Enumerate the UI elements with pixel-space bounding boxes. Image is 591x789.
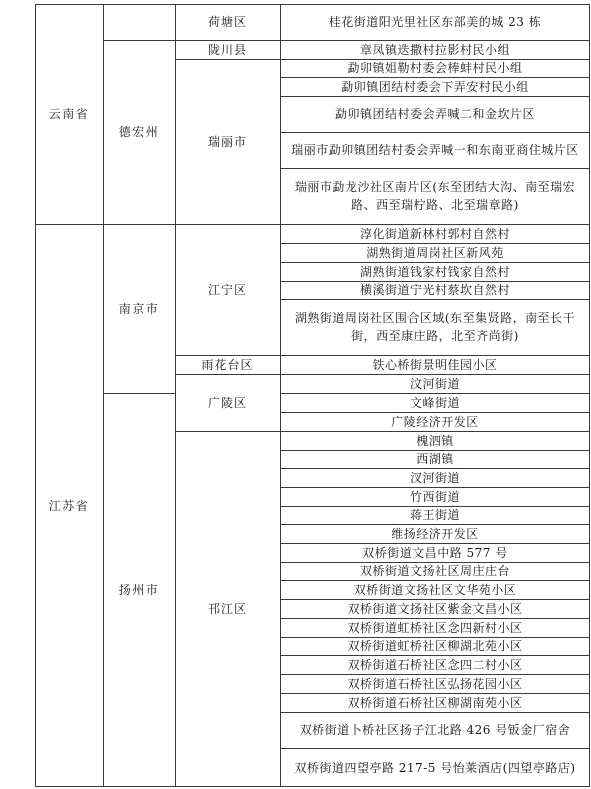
grid-hline <box>280 59 590 60</box>
district-cell <box>175 224 280 355</box>
district-cell <box>175 59 280 224</box>
grid-hline <box>280 299 590 300</box>
province-cell-text: 云南省 <box>48 107 90 121</box>
area-cell-text: 蒋王街道 <box>409 508 460 522</box>
area-cell-text: 汊河街道 <box>409 470 460 485</box>
district-cell <box>175 431 280 787</box>
area-cell <box>280 655 590 674</box>
grid-hline <box>280 674 590 675</box>
area-cell-text: 西湖镇 <box>416 452 454 466</box>
area-cell <box>280 431 590 450</box>
area-cell-text: 湖熟街道周岗社区围合区域(东至集贤路，南至长干街，西至康庄路，北至齐尚街) <box>294 311 576 343</box>
grid-vline <box>103 4 104 787</box>
area-cell-text: 竹西街道 <box>409 489 460 504</box>
grid-hline <box>280 243 590 244</box>
province-cell <box>35 4 103 224</box>
grid-hline <box>280 748 590 749</box>
area-cell <box>280 543 590 562</box>
region-table <box>35 4 590 787</box>
area-cell-text: 双桥街道四望亭路 217-5 号怡莱酒店(四望亭路店) <box>294 760 576 775</box>
grid-hline <box>280 712 590 713</box>
table-border-bottom <box>35 786 590 787</box>
area-cell <box>280 412 590 431</box>
area-cell-text: 双桥街道文昌中路 577 号 <box>362 545 508 560</box>
area-cell <box>280 262 590 281</box>
grid-hline <box>280 693 590 694</box>
area-cell <box>280 618 590 637</box>
city-cell-text: 扬州市 <box>118 583 160 597</box>
area-cell <box>280 712 590 748</box>
grid-hline <box>175 40 281 41</box>
area-cell <box>280 168 590 224</box>
grid-vline <box>175 4 176 787</box>
area-cell <box>280 450 590 468</box>
city-cell-text: 德宏州 <box>118 125 160 139</box>
grid-hline <box>280 281 590 282</box>
district-cell-text: 陇川县 <box>207 42 247 57</box>
area-cell-text: 瑞丽市勐卯镇团结村委会弄喊一和东南亚商住城片区 <box>291 143 579 157</box>
district-cell <box>175 355 280 374</box>
area-cell <box>280 132 590 168</box>
area-cell-text: 广陵经济开发区 <box>391 414 479 429</box>
area-cell <box>280 468 590 487</box>
district-cell-text: 江宁区 <box>207 282 247 297</box>
grid-hline <box>35 224 104 225</box>
grid-hline <box>280 168 590 169</box>
area-cell <box>280 4 590 40</box>
area-cell-text: 横溪街道宁光村蔡坎自然村 <box>359 283 510 297</box>
grid-hline <box>175 355 281 356</box>
city-cell <box>103 224 175 393</box>
grid-hline <box>103 40 176 41</box>
grid-hline <box>280 431 590 432</box>
area-cell-text: 勐卯镇姐勒村委会棒蚌村民小组 <box>347 61 523 75</box>
grid-hline <box>280 580 590 581</box>
grid-hline <box>280 96 590 97</box>
area-cell <box>280 224 590 243</box>
grid-hline <box>280 412 590 413</box>
area-cell <box>280 59 590 77</box>
area-cell-text: 章凤镇迭撒村拉影村民小组 <box>359 42 510 57</box>
area-cell <box>280 374 590 393</box>
grid-hline <box>175 224 281 225</box>
grid-hline <box>280 599 590 600</box>
grid-hline <box>280 618 590 619</box>
area-cell-text: 文峰街道 <box>409 395 460 410</box>
district-cell <box>175 4 280 40</box>
city-cell <box>103 393 175 787</box>
area-cell <box>280 693 590 712</box>
area-cell <box>280 40 590 59</box>
area-cell-text: 湖熟街道周岗社区新风苑 <box>366 245 504 260</box>
area-cell-text: 双桥街道石桥社区念四二村小区 <box>347 657 523 672</box>
area-cell <box>280 77 590 96</box>
area-cell <box>280 96 590 132</box>
area-cell <box>280 637 590 655</box>
table-border-right <box>589 4 590 787</box>
area-cell <box>280 748 590 787</box>
table-border-left <box>35 4 36 787</box>
area-cell <box>280 393 590 412</box>
city-cell-text: 南京市 <box>118 301 160 316</box>
area-cell <box>280 506 590 524</box>
city-cell <box>103 4 175 40</box>
grid-hline <box>280 262 590 263</box>
area-cell <box>280 562 590 580</box>
area-cell <box>280 281 590 299</box>
area-cell-text: 槐泗镇 <box>416 433 454 448</box>
area-cell-text: 双桥街道文扬社区文华苑小区 <box>353 582 517 597</box>
grid-hline <box>280 374 590 375</box>
grid-hline <box>280 468 590 469</box>
grid-hline <box>175 431 281 432</box>
grid-hline <box>103 393 176 394</box>
district-cell-text: 邗江区 <box>207 602 247 616</box>
area-cell <box>280 674 590 693</box>
area-cell <box>280 599 590 618</box>
grid-hline <box>280 655 590 656</box>
district-cell-text: 荷塘区 <box>207 15 247 29</box>
province-cell-text: 江苏省 <box>48 498 90 513</box>
district-cell-text: 广陵区 <box>207 395 247 410</box>
grid-hline <box>103 224 176 225</box>
area-cell-text: 淳化街道新林村郭村自然村 <box>359 226 510 241</box>
grid-hline <box>280 224 590 225</box>
grid-hline <box>280 132 590 133</box>
grid-hline <box>280 562 590 563</box>
district-cell <box>175 374 280 431</box>
area-cell-text: 双桥街道石桥社区弘扬花园小区 <box>347 676 523 691</box>
grid-vline <box>280 4 281 787</box>
grid-hline <box>280 487 590 488</box>
district-cell-text: 雨花台区 <box>201 357 254 372</box>
area-cell-text: 双桥街道文扬社区紫金文昌小区 <box>347 601 523 616</box>
grid-hline <box>280 506 590 507</box>
area-cell-text: 勐卯镇团结村委会弄喊二和金坎片区 <box>334 107 535 121</box>
grid-hline <box>280 77 590 78</box>
area-cell <box>280 299 590 355</box>
grid-hline <box>280 637 590 638</box>
district-cell <box>175 40 280 59</box>
area-cell-text: 勐卯镇团结村委会下弄安村民小组 <box>341 79 529 94</box>
area-cell-text: 双桥街道虹桥社区念四新村小区 <box>347 620 523 635</box>
area-cell-text: 铁心桥街景明佳园小区 <box>372 357 498 372</box>
area-cell <box>280 243 590 262</box>
area-cell-text: 湖熟街道钱家村钱家自然村 <box>359 264 510 279</box>
province-cell <box>35 224 103 787</box>
grid-hline <box>280 524 590 525</box>
grid-hline <box>175 59 281 60</box>
area-cell-text: 汶河街道 <box>409 376 460 391</box>
grid-hline <box>280 450 590 451</box>
grid-hline <box>280 40 590 41</box>
area-cell <box>280 580 590 599</box>
area-cell-text: 双桥街道文扬社区周庄庄台 <box>359 564 510 578</box>
area-cell-text: 双桥街道石桥社区柳湖南苑小区 <box>347 695 523 710</box>
area-cell-text: 双桥街道卜桥社区扬子江北路 426 号钣金厂宿舍 <box>299 723 571 737</box>
table-border-top <box>35 4 590 5</box>
grid-hline <box>280 355 590 356</box>
district-cell-text: 瑞丽市 <box>207 134 247 149</box>
city-cell <box>103 40 175 224</box>
area-cell-text: 维扬经济开发区 <box>391 526 479 541</box>
area-cell <box>280 524 590 543</box>
area-cell-text: 瑞丽市勐龙沙社区南片区(东至团结大沟、南至瑞宏路、西至瑞柠路、北至瑞章路) <box>294 180 576 212</box>
grid-hline <box>175 374 281 375</box>
area-cell <box>280 487 590 506</box>
area-cell <box>280 355 590 374</box>
area-cell-text: 双桥街道虹桥社区柳湖北苑小区 <box>347 639 523 653</box>
grid-hline <box>280 543 590 544</box>
area-cell-text: 桂花街道阳光里社区东部美的城 23 栋 <box>328 15 542 29</box>
grid-hline <box>280 393 590 394</box>
